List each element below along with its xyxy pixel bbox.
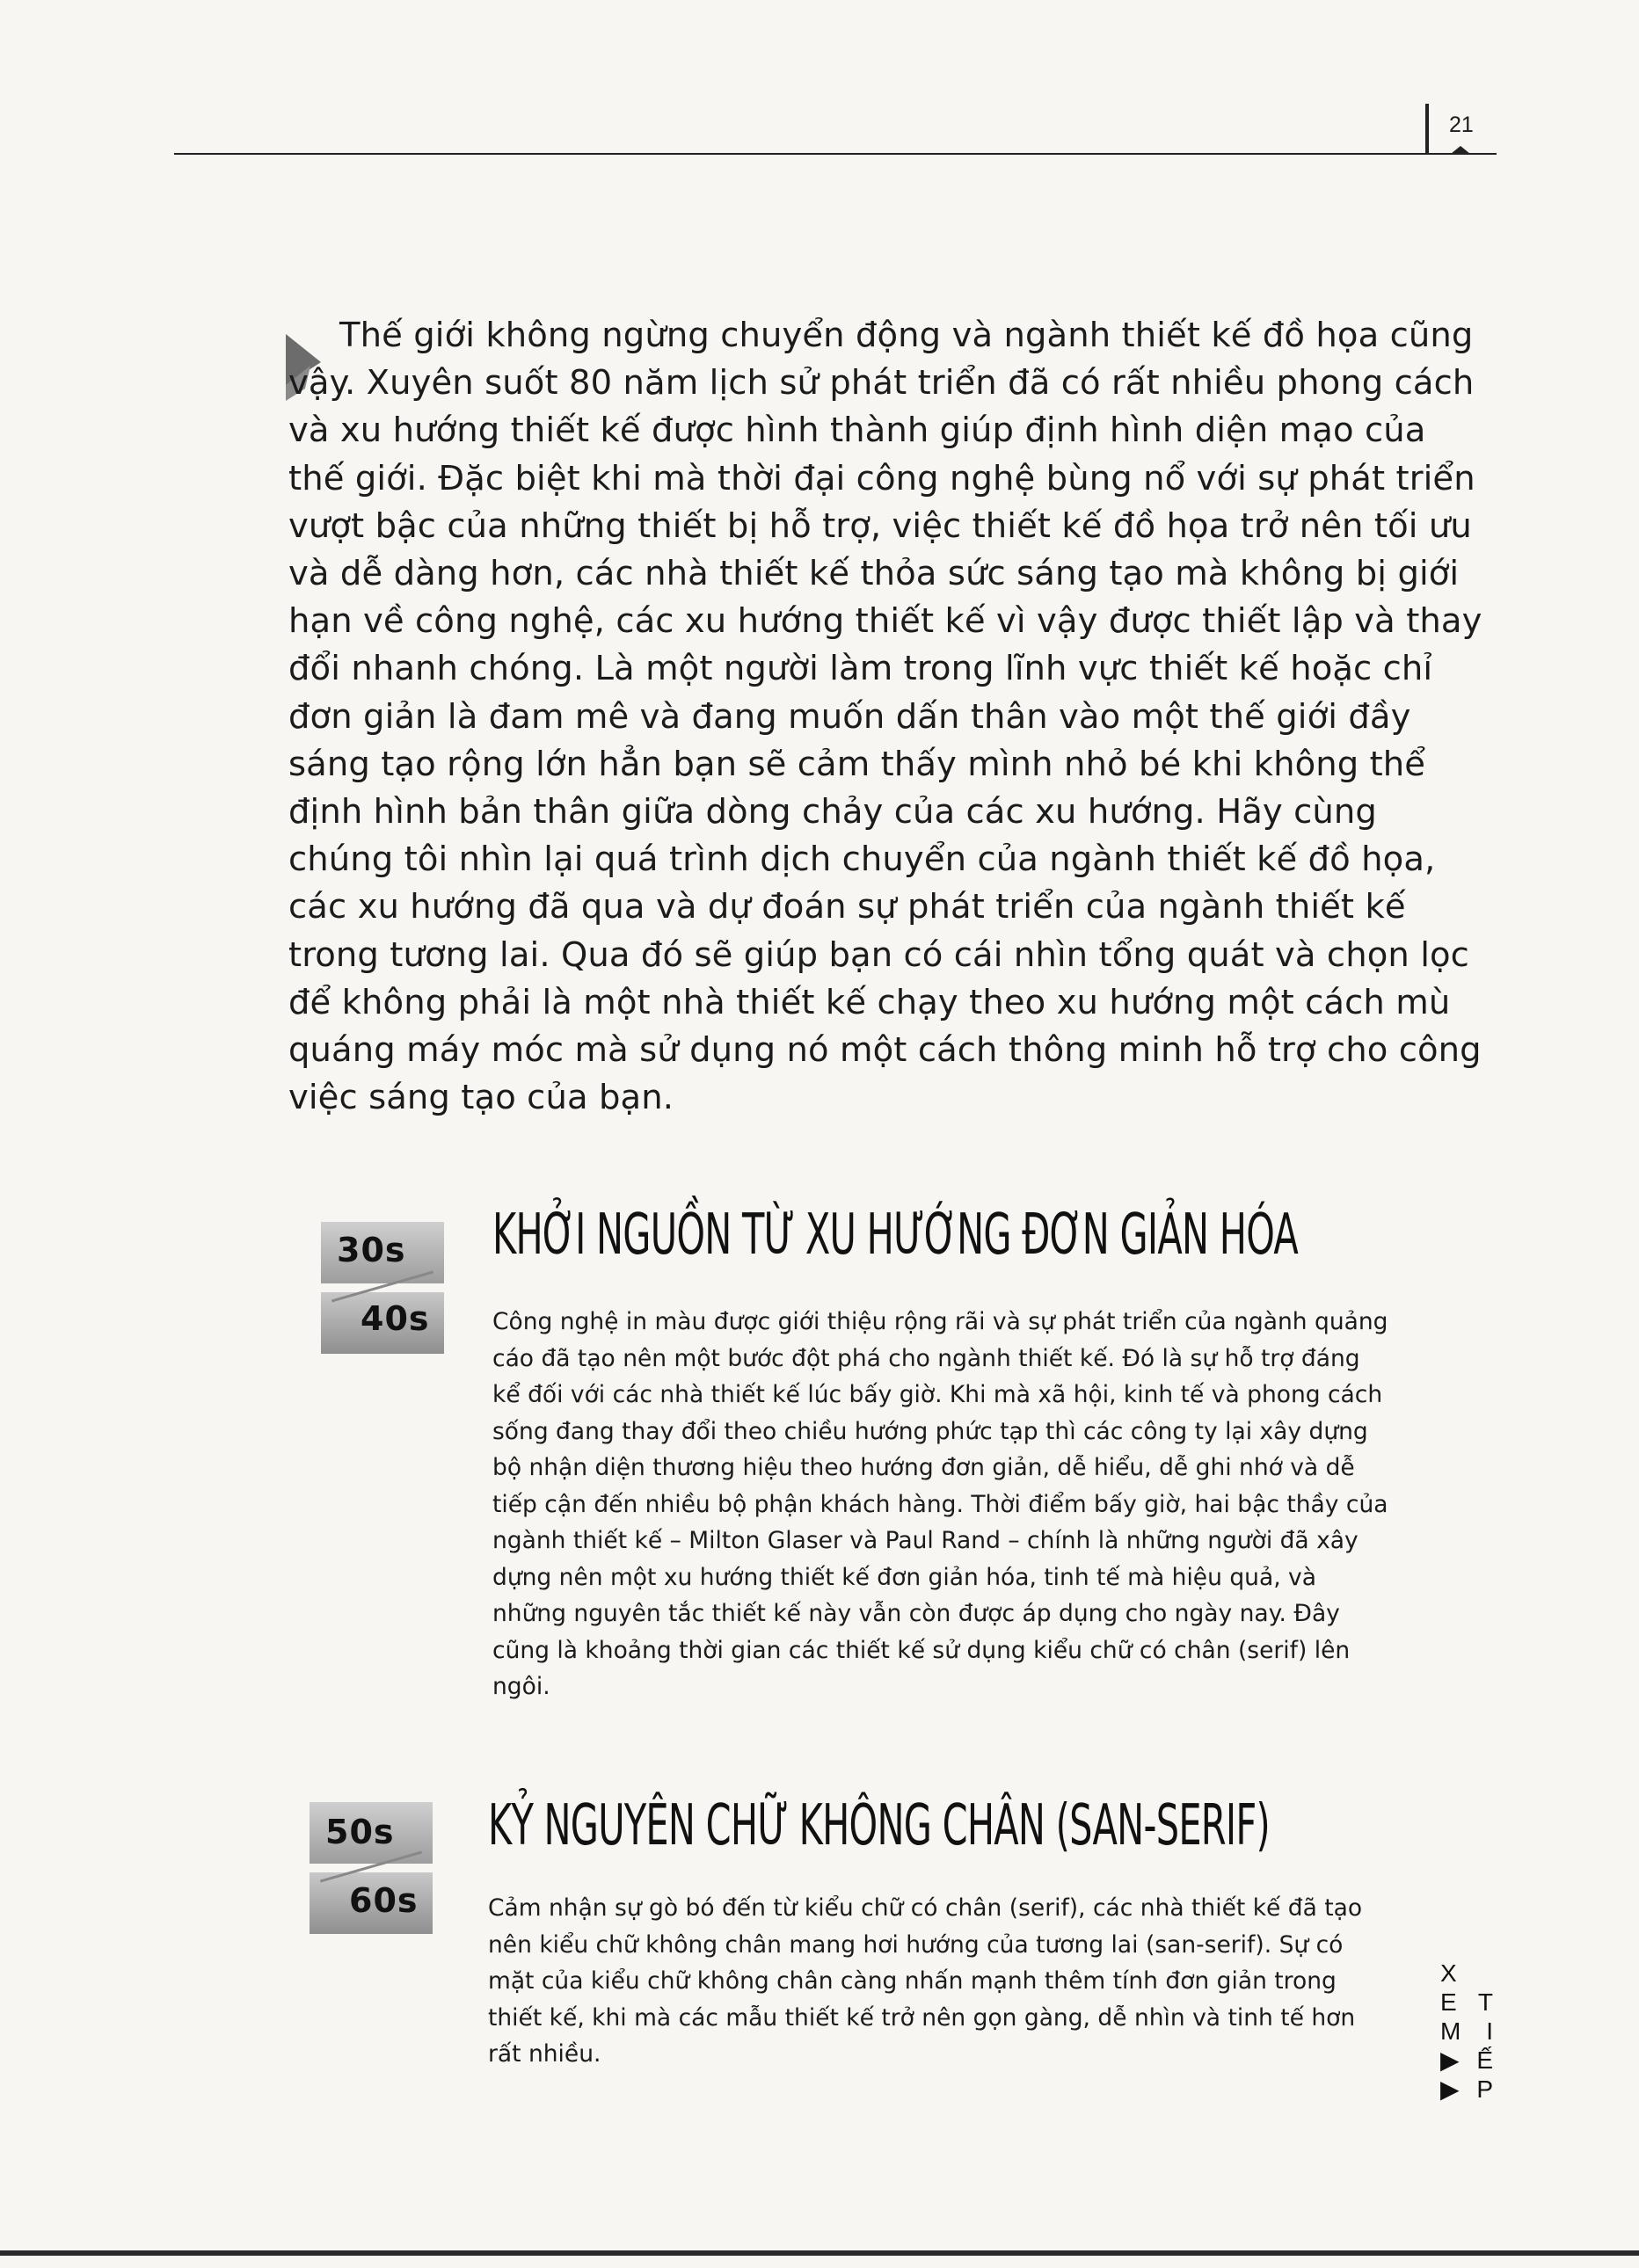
section-body: Cảm nhận sự gò bó đến từ kiểu chữ có chân (serif), các nhà thiết kế đã tạo nên kiểu chữ không chân mang hơi hướng của tương lai (san-serif). Sự có mặt của kiểu chữ không chân càng nhấn mạnh thêm tính đơn giản trong thiết kế, khi mà các mẫu thiết kế trở nên gọn gàng, dễ nhìn và tinh tế hơn rất nhiều. (488, 1894, 1363, 2068)
badge-end-decade: 60s (349, 1881, 419, 1920)
badge-start-decade: 50s (325, 1813, 395, 1851)
side-nav-char: E (1440, 1988, 1457, 2016)
side-nav-char: M (1440, 2017, 1461, 2045)
side-nav-char: X (1440, 1959, 1457, 1987)
intro-paragraph: Thế giới không ngừng chuyển động và ngành thiết kế đồ họa cũng vậy. Xuyên suốt 80 năm lịch sử phát triển đã có rất nhiều phong cách và xu hướng thiết kế được hình thành giúp định hình diện mạo của thế giới. Đặc biệt khi mà thời đại công nghệ bùng nổ với sự phát triển vượt bậc của những thiết bị hỗ trợ, việc thiết kế đồ họa trở nên tối ưu và dễ dàng hơn, các nhà thiết kế thỏa sức sáng tạo mà không bị giới hạn về công nghệ, các xu hướng thiết kế vì vậy được thiết lập và thay đổi nhanh chóng. Là một người làm trong lĩnh vực thiết kế hoặc chỉ đơn giản là đam mê và đang muốn dấn thân vào một thế giới đầy sáng tạo rộng lớn hẳn bạn sẽ cảm thấy mình nhỏ bé khi không thể định hình bản thân giữa dòng chảy của các xu hướng. Hãy cùng chúng tôi nhìn lại quá trình dịch chuyển của ngành thiết kế đồ họa, các xu hướng đã qua và dự đoán sự phát triển của ngành thiết kế trong tương lai. Qua đó sẽ giúp bạn có cái nhìn tổng quát và chọn lọc để không phải là một nhà thiết kế chạy theo xu hướng một cách mù quáng máy móc mà sử dụng nó một cách thông minh hỗ trợ cho công việc sáng tạo của bạn. (288, 316, 1482, 1118)
badge-end-decade: 40s (361, 1299, 430, 1338)
badge-start-decade: 30s (337, 1231, 406, 1269)
section-heading: KHỞI NGUỒN TỪ XU HƯỚNG ĐƠN GIẢN HÓA (492, 1203, 1298, 1268)
page-marker-triangle-icon (1451, 146, 1470, 154)
section-heading: KỶ NGUYÊN CHỮ KHÔNG CHÂN (SAN-SERIF) (488, 1793, 1270, 1858)
header-divider (1425, 104, 1429, 155)
decade-badge-30s-40s (321, 1222, 444, 1354)
page-number: 21 (1449, 113, 1474, 137)
play-arrow-icon: ▶ (1440, 2075, 1460, 2103)
page-edge-line (0, 2250, 1639, 2256)
side-nav-xem-tiep[interactable]: X E T M I ▶ Ế ▶ P (1440, 1959, 1493, 2103)
header-rule (174, 153, 1497, 155)
section-body: Công nghệ in màu được giới thiệu rộng rãi và sự phát triển của ngành quảng cáo đã tạo nên một bước đột phá cho ngành thiết kế. Đó là sự hỗ trợ đáng kể đối với các nhà thiết kế lúc bấy giờ. Khi mà xã hội, kinh tế và phong cách sống đang thay đổi theo chiều hướng phức tạp thì các công ty lại xây dựng bộ nhận diện thương hiệu theo hướng đơn giản, dễ hiểu, dễ ghi nhớ và dễ tiếp cận đến nhiều bộ phận khách hàng. Thời điểm bấy giờ, hai bậc thầy của ngành thiết kế – Milton Glaser và Paul Rand – chính là những người đã xây dựng nên một xu hướng thiết kế đơn giản hóa, tinh tế mà hiệu quả, và những nguyên tắc thiết kế này vẫn còn được áp dụng cho ngày nay. Đây cũng là khoảng thời gian các thiết kế sử dụng kiểu chữ có chân (serif) lên ngôi. (492, 1308, 1388, 1700)
decade-badge-50s-60s (310, 1802, 433, 1934)
play-arrow-icon: ▶ (1440, 2046, 1460, 2074)
